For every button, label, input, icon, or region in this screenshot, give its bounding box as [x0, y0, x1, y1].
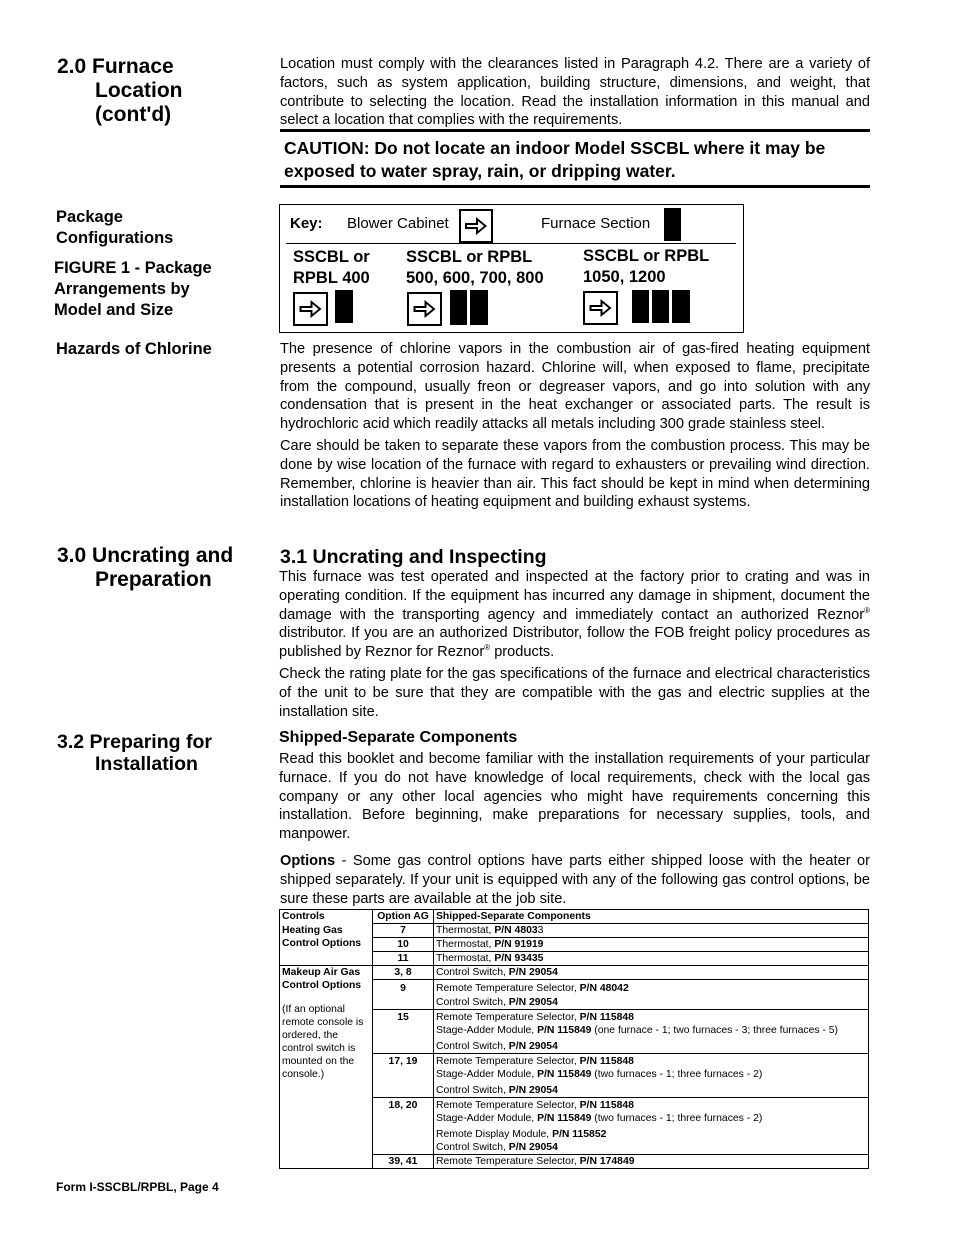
part-number: P/N 91919 — [494, 939, 544, 950]
section-2-title-line2: Location — [95, 79, 183, 102]
section-3-title-line1: 3.0 Uncrating and — [57, 544, 234, 567]
caution-text: CAUTION: Do not locate an indoor Model SSCBL where it may be exposed to water spray, rain, or dripping water. — [284, 138, 826, 181]
section-2-title-line3: (cont'd) — [95, 103, 172, 126]
component-cell — [434, 1155, 869, 1169]
part-number-tail: 3 — [537, 925, 544, 936]
part-number: P/N 48042 — [579, 983, 629, 994]
uncrating-paragraph-1 — [279, 568, 870, 662]
heating-label-line1: Heating Gas — [282, 924, 343, 936]
furnace-section-block — [672, 290, 690, 323]
component-text: Remote Temperature Selector, — [436, 1056, 580, 1067]
caution-bottom-rule — [280, 185, 870, 188]
makeup-label-line2: Control Options — [282, 980, 362, 991]
uncrating-p1-part-c: products. — [490, 644, 555, 661]
header-option-ag: Option AG — [373, 910, 434, 924]
makeup-label-line1: Makeup Air Gas — [282, 967, 361, 978]
key-label: Key: — [290, 215, 323, 232]
option-cell: 7 — [373, 924, 434, 938]
model-500-800-line1: SSCBL or RPBL — [406, 248, 533, 266]
part-number: P/N 115849 — [537, 1113, 592, 1124]
component-text: Remote Display Module, — [436, 1129, 553, 1140]
option-cell: 11 — [373, 952, 434, 966]
registered-mark: ® — [864, 605, 870, 615]
uncrating-p1-part-b: distributor. If you are an authorized Distributor, follow the FOB freight policy procedures as published by Reznor for Reznor — [279, 625, 870, 661]
options-text: - Some gas control options have parts either shipped loose with the heater or shipped separately. If your unit is equipped with any of the following gas control options, be sure these parts are available at the job site. — [280, 853, 870, 907]
caution-top-rule — [280, 129, 870, 132]
registered-mark: ® — [484, 643, 491, 653]
component-text: Remote Temperature Selector, — [436, 1156, 580, 1167]
component-text: (two furnaces - 1; three furnaces - 2) — [591, 1113, 763, 1124]
model-500-800-label — [406, 247, 544, 289]
component-text: Control Switch, — [436, 1041, 509, 1052]
option-cell: 18, 20 — [373, 1098, 434, 1155]
option-cell: 17, 19 — [373, 1054, 434, 1098]
model-400-label — [293, 247, 370, 289]
furnace-section-block — [470, 290, 488, 325]
furnace-section-label: Furnace Section — [541, 215, 651, 232]
option-cell: 3, 8 — [373, 966, 434, 980]
furnace-section-block — [632, 290, 649, 323]
right-arrow-icon — [459, 209, 493, 243]
options-paragraph — [280, 852, 870, 908]
component-text: Thermostat, — [436, 925, 495, 936]
model-400-line1: SSCBL or — [293, 248, 370, 266]
package-configurations-heading — [56, 207, 173, 249]
section-3-2-title-line2: Installation — [95, 753, 198, 775]
component-text: Thermostat, — [436, 939, 495, 950]
part-number: P/N 29054 — [508, 1085, 558, 1096]
part-number: P/N 29054 — [508, 967, 558, 978]
model-1050-1200-label — [583, 246, 709, 288]
component-cell — [434, 952, 869, 966]
heating-gas-label — [280, 924, 373, 966]
section-2-title-line1: 2.0 Furnace — [57, 55, 174, 78]
part-number: P/N 29054 — [508, 1041, 558, 1052]
component-cell — [434, 924, 869, 938]
section-3-2-title-line1: 3.2 Preparing for — [57, 731, 212, 753]
figure-caption-line1: FIGURE 1 - Package — [54, 259, 212, 277]
figure-caption-line2: Arrangements by — [54, 280, 190, 298]
component-cell — [434, 1098, 869, 1155]
section-3-title-line2: Preparation — [95, 568, 212, 591]
furnace-section-block — [450, 290, 467, 325]
preparing-paragraph: Read this booklet and become familiar with the installation requirements of your particular furnace. If you do not have knowledge of local requirements, check with the local gas company or any other local agencies who might have requirements concerning this installation. Before beginning, make preparations for necessary supplies, tools, and manpower. — [279, 751, 870, 843]
hazards-heading: Hazards of Chlorine — [56, 340, 212, 358]
figure-caption-line3: Model and Size — [54, 301, 174, 319]
part-number: P/N 174849 — [579, 1156, 635, 1167]
furnace-section-block — [652, 290, 669, 323]
chlorine-paragraph-2: Care should be taken to separate these vapors from the combustion process. This may be done by wise location of the furnace with regard to exhausters or prevailing wind direction. Remember, chlorine is heavier than air. This fact should be kept in mind when determining installation locations of heating equipment and building exhaust systems. — [280, 438, 870, 511]
right-arrow-icon — [407, 292, 442, 326]
right-arrow-icon — [583, 291, 618, 325]
section-3-title — [57, 544, 233, 592]
component-text: Control Switch, — [436, 1085, 509, 1096]
figure-1-box — [279, 204, 744, 333]
makeup-note: (If an optional remote console is ordered, the control switch is mounted on the console.) — [282, 1004, 364, 1080]
header-components: Shipped-Separate Components — [434, 910, 869, 924]
uncrating-paragraph-2: Check the rating plate for the gas specifications of the furnace and electrical characteristics of the unit to be sure that they are compatible with the gas and electric supplies at the installation site. — [279, 666, 870, 720]
chlorine-paragraph-1: The presence of chlorine vapors in the combustion air of gas-fired heating equipment presents a potential corrosion hazard. Chlorine will, when exposed to flame, precipitate from the compound, usually freon or degreaser vapors, and go into solution with any condensation that is present in the heat exchanger or associated parts. The result is hydrochloric acid which readily attacks all metals including 300 grade stainless steel. — [280, 341, 870, 433]
component-text: Thermostat, — [436, 953, 495, 964]
component-text: Stage-Adder Module, — [436, 1113, 538, 1124]
option-cell: 39, 41 — [373, 1155, 434, 1169]
part-number: P/N 115848 — [579, 1100, 634, 1111]
component-cell — [434, 1054, 869, 1098]
model-1050-1200-line1: SSCBL or RPBL — [583, 247, 710, 265]
table-header-row — [280, 910, 869, 924]
option-cell: 15 — [373, 1010, 434, 1054]
figure-1-caption — [54, 258, 212, 321]
component-text: Control Switch, — [436, 967, 509, 978]
model-400-line2: RPBL 400 — [293, 269, 370, 287]
part-number: P/N 115848 — [579, 1012, 634, 1023]
furnace-section-block — [335, 290, 353, 323]
section-3-2-title — [57, 731, 212, 775]
component-text: Stage-Adder Module, — [436, 1025, 538, 1036]
option-cell: 10 — [373, 938, 434, 952]
table-row — [280, 924, 869, 938]
key-divider — [286, 243, 736, 244]
component-text: (one furnace - 1; two furnaces - 3; three furnaces - 5) — [591, 1025, 839, 1036]
component-cell — [434, 980, 869, 1010]
options-table — [279, 909, 869, 1169]
part-number: P/N 115849 — [537, 1069, 592, 1080]
model-1050-1200-line2: 1050, 1200 — [583, 268, 666, 286]
part-number: P/N 115849 — [537, 1025, 592, 1036]
part-number: P/N 4803 — [494, 925, 538, 936]
package-line2: Configurations — [56, 229, 174, 247]
right-arrow-icon — [293, 292, 328, 326]
part-number: P/N 29054 — [508, 1142, 558, 1153]
package-line1: Package — [56, 208, 123, 226]
uncrating-p1-part-a: This furnace was test operated and inspected at the factory prior to crating and was in operating condition. If the equipment has incurred any damage in shipment, document the damage with the transporting agency and immediately contact an authorized Reznor — [279, 569, 870, 623]
component-text: Remote Temperature Selector, — [436, 1100, 580, 1111]
table-row — [280, 966, 869, 980]
model-500-800-line2: 500, 600, 700, 800 — [406, 269, 544, 287]
header-controls: Controls — [280, 910, 373, 924]
part-number: P/N 115852 — [552, 1129, 607, 1140]
component-text: Stage-Adder Module, — [436, 1069, 538, 1080]
part-number: P/N 93435 — [494, 953, 544, 964]
options-label: Options — [280, 853, 336, 869]
shipped-separate-heading: Shipped-Separate Components — [279, 729, 518, 746]
blower-cabinet-label: Blower Cabinet — [347, 215, 449, 232]
component-cell — [434, 1010, 869, 1054]
component-text: Control Switch, — [436, 997, 509, 1008]
component-text: Remote Temperature Selector, — [436, 1012, 580, 1023]
part-number: P/N 29054 — [508, 997, 558, 1008]
heating-label-line2: Control Options — [282, 937, 362, 949]
component-cell — [434, 938, 869, 952]
makeup-air-label — [280, 966, 373, 1169]
page-footer: Form I-SSCBL/RPBL, Page 4 — [56, 1180, 219, 1194]
component-text: (two furnaces - 1; three furnaces - 2) — [591, 1069, 763, 1080]
component-cell — [434, 966, 869, 980]
location-paragraph: Location must comply with the clearances listed in Paragraph 4.2. There are a variety of factors, such as system application, building structure, dimensions, and weight, that contribute to selecting the location. Read the installation information in this manual and select a location that complies with the requirements. — [280, 56, 870, 129]
furnace-section-key-block — [664, 208, 681, 241]
part-number: P/N 115848 — [579, 1056, 634, 1067]
component-text: Remote Temperature Selector, — [436, 983, 580, 994]
component-text: Control Switch, — [436, 1142, 509, 1153]
uncrating-heading: 3.1 Uncrating and Inspecting — [280, 546, 547, 568]
option-cell: 9 — [373, 980, 434, 1010]
section-2-title — [57, 55, 183, 127]
